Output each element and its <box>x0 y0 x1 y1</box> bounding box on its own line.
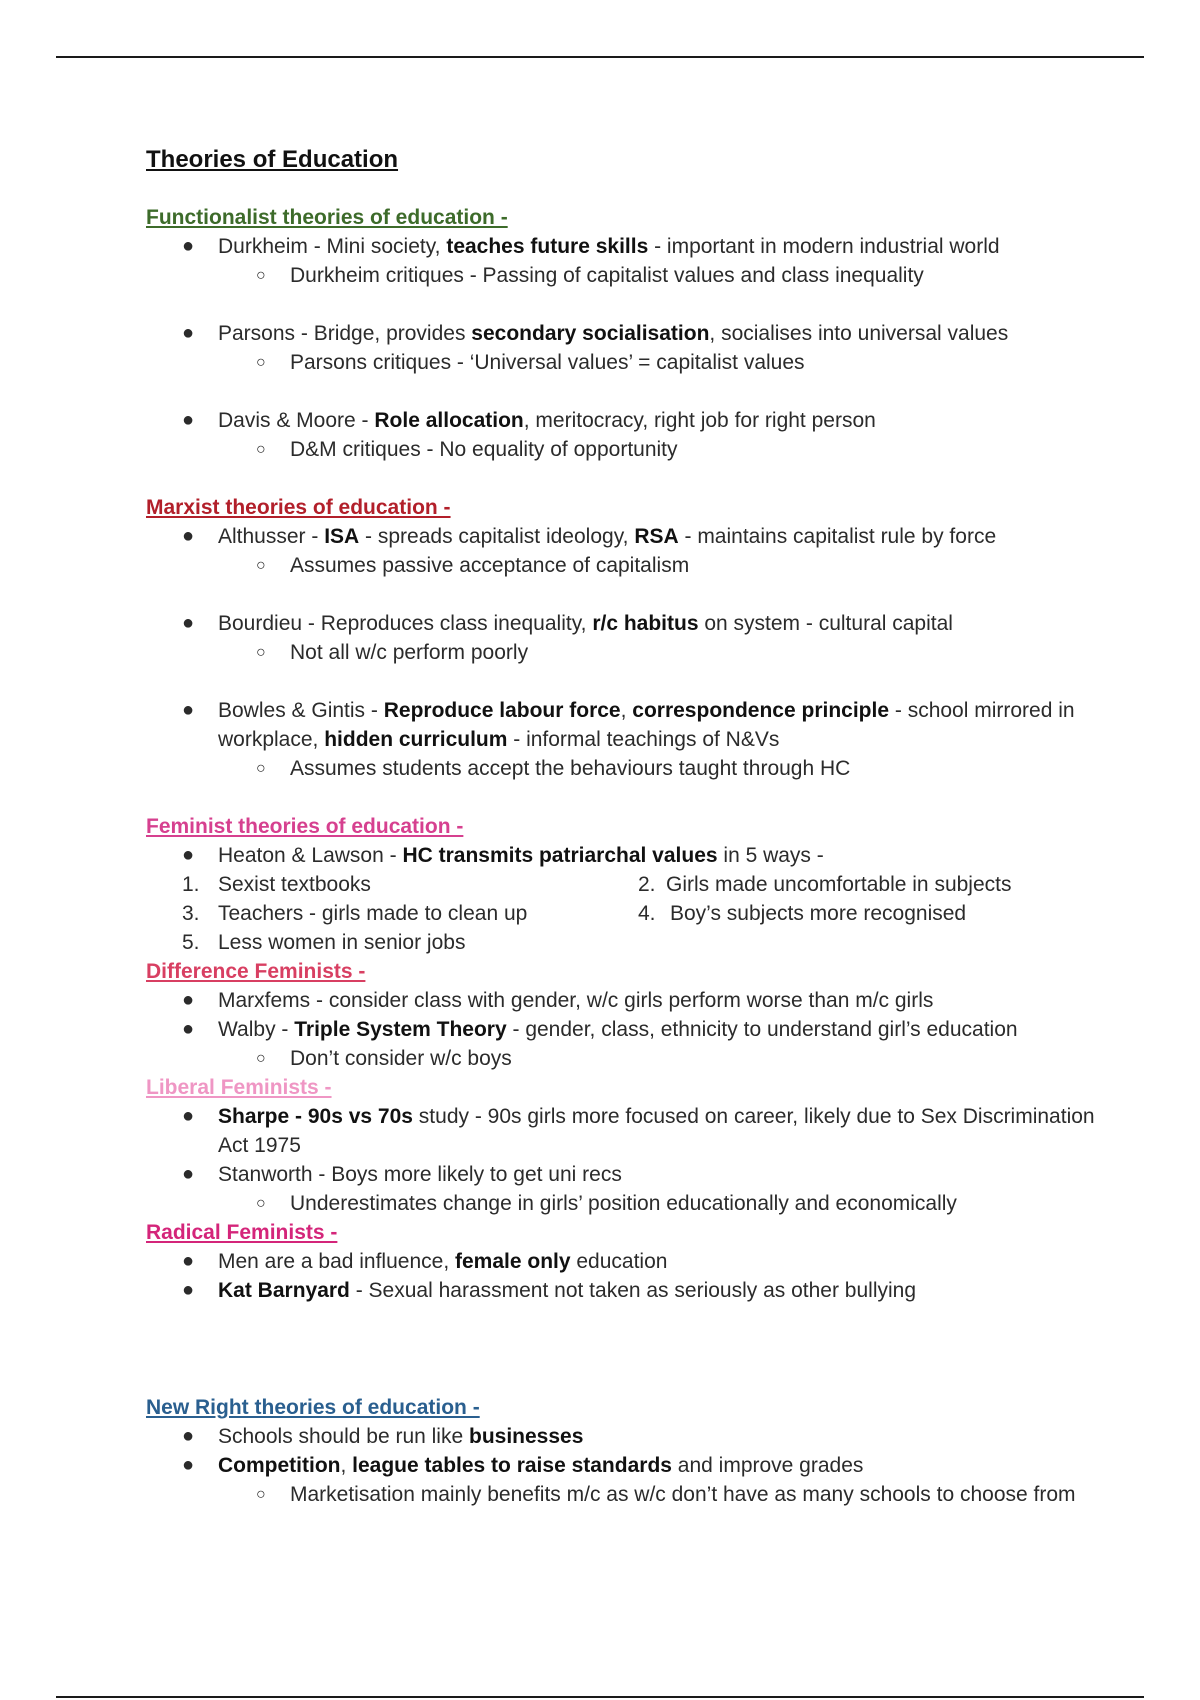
number: 4. <box>638 902 656 925</box>
list-item-men-bad-influence <box>146 1247 1106 1276</box>
text: Marketisation mainly benefits m/c as w/c don’t have as many schools to choose from <box>290 1483 1076 1506</box>
page-title: Theories of Education <box>146 146 399 173</box>
text: Althusser - <box>218 525 325 548</box>
circle-bullet-icon: ○ <box>256 1050 266 1067</box>
text: Bowles & Gintis - <box>218 699 384 722</box>
sub-item-durkheim-critique <box>146 261 1106 290</box>
list-item-marxfems <box>146 986 1106 1015</box>
bullet-icon: ● <box>182 699 195 721</box>
text: Don’t consider w/c boys <box>290 1047 512 1070</box>
number: 1. <box>182 873 200 896</box>
text: - spreads capitalist ideology, <box>359 525 635 548</box>
sub-item-davis-critique <box>146 435 1106 464</box>
list-item-bowles-gintis <box>146 696 1106 754</box>
sub-item-bourdieu-critique <box>146 638 1106 667</box>
text: Schools should be run like <box>218 1425 469 1448</box>
bold-text: RSA <box>634 525 679 548</box>
text: Girls made uncomfortable in subjects <box>666 873 1012 896</box>
text: , socialises into universal values <box>709 322 1009 345</box>
bullet-icon: ● <box>182 1454 195 1476</box>
sub-item-stanworth-critique <box>146 1189 1106 1218</box>
text: - gender, class, ethnicity to understand girl’s education <box>506 1018 1018 1041</box>
bold-text: Sharpe - 90s vs 70s <box>218 1105 413 1128</box>
bold-text: Kat Barnyard <box>218 1279 350 1302</box>
bold-text: Competition <box>218 1454 341 1477</box>
sub-item-marketisation-critique <box>146 1480 1106 1509</box>
difference-feminists-heading: Difference Feminists - <box>146 960 366 983</box>
text: on system - cultural capital <box>698 612 953 635</box>
numbered-row <box>146 899 1106 928</box>
text: Assumes passive acceptance of capitalism <box>290 554 690 577</box>
text: Durkheim - Mini society, <box>218 235 447 258</box>
text: - school mirrored in workplace, <box>218 699 1075 751</box>
numbered-row <box>146 870 1106 899</box>
number: 5. <box>182 931 200 954</box>
list-item-bourdieu <box>146 609 1106 638</box>
text: study - 90s girls more focused on career, likely due to Sex Discrimination Act 1975 <box>218 1105 1095 1157</box>
radical-feminists-heading: Radical Feminists - <box>146 1221 338 1244</box>
circle-bullet-icon: ○ <box>256 1486 266 1503</box>
bullet-icon: ● <box>182 1163 195 1185</box>
text: Walby - <box>218 1018 295 1041</box>
bold-text: correspondence principle <box>632 699 890 722</box>
sub-item-bowles-critique <box>146 754 1106 783</box>
text: D&M critiques - No equality of opportunity <box>290 438 678 461</box>
numbered-item <box>146 899 638 928</box>
bullet-icon: ● <box>182 1425 195 1447</box>
bold-text: ISA <box>324 525 360 548</box>
text: Heaton & Lawson - <box>218 844 403 867</box>
numbered-item <box>638 870 1082 899</box>
list-item-walby <box>146 1015 1106 1044</box>
list-item-competition <box>146 1451 1106 1480</box>
list-item-stanworth <box>146 1160 1106 1189</box>
text: Parsons - Bridge, provides <box>218 322 472 345</box>
list-item-kat-barnyard <box>146 1276 1106 1305</box>
list-item-althusser <box>146 522 1106 551</box>
bold-text: secondary socialisation <box>471 322 710 345</box>
bullet-icon: ● <box>182 235 195 257</box>
circle-bullet-icon: ○ <box>256 267 266 284</box>
new-right-heading: New Right theories of education - <box>146 1396 480 1419</box>
sub-item-parsons-critique <box>146 348 1106 377</box>
text: - maintains capitalist rule by force <box>678 525 997 548</box>
text: Boy’s subjects more recognised <box>670 902 967 925</box>
bullet-icon: ● <box>182 1105 195 1127</box>
bold-text: league tables to raise standards <box>352 1454 672 1477</box>
number: 3. <box>182 902 200 925</box>
number: 2. <box>638 873 656 896</box>
feminist-heading: Feminist theories of education - <box>146 815 464 838</box>
text: Men are a bad influence, <box>218 1250 455 1273</box>
circle-bullet-icon: ○ <box>256 441 266 458</box>
bold-text: hidden curriculum <box>324 728 508 751</box>
functionalist-heading: Functionalist theories of education - <box>146 206 508 229</box>
text: - important in modern industrial world <box>648 235 1000 258</box>
text: Assumes students accept the behaviours taught through HC <box>290 757 851 780</box>
bullet-icon: ● <box>182 989 195 1011</box>
text: Not all w/c perform poorly <box>290 641 529 664</box>
circle-bullet-icon: ○ <box>256 1195 266 1212</box>
list-item-heaton-lawson <box>146 841 1106 870</box>
circle-bullet-icon: ○ <box>256 644 266 661</box>
text: in 5 ways - <box>717 844 824 867</box>
text: Teachers - girls made to clean up <box>218 902 528 925</box>
list-item-sharpe <box>146 1102 1106 1160</box>
text: Sexist textbooks <box>218 873 371 896</box>
bottom-rule <box>56 1696 1144 1698</box>
text: , <box>620 699 633 722</box>
bold-text: teaches future skills <box>446 235 649 258</box>
list-item-businesses <box>146 1422 1106 1451</box>
text: - Sexual harassment not taken as seriously as other bullying <box>349 1279 917 1302</box>
bullet-icon: ● <box>182 612 195 634</box>
bold-text: r/c habitus <box>592 612 699 635</box>
bullet-icon: ● <box>182 1018 195 1040</box>
list-item-durkheim <box>146 232 1106 261</box>
sub-item-walby-critique <box>146 1044 1106 1073</box>
text: Parsons critiques - ‘Universal values’ = capitalist values <box>290 351 805 374</box>
bullet-icon: ● <box>182 1250 195 1272</box>
bold-text: Triple System Theory <box>294 1018 507 1041</box>
text: Marxfems - consider class with gender, w/c girls perform worse than m/c girls <box>218 989 934 1012</box>
text: , meritocracy, right job for right person <box>523 409 876 432</box>
bold-text: businesses <box>469 1425 584 1448</box>
numbered-item <box>638 899 1082 928</box>
circle-bullet-icon: ○ <box>256 557 266 574</box>
text: and improve grades <box>671 1454 864 1477</box>
bullet-icon: ● <box>182 1279 195 1301</box>
circle-bullet-icon: ○ <box>256 760 266 777</box>
top-rule <box>56 56 1144 58</box>
text: Stanworth - Boys more likely to get uni recs <box>218 1163 622 1186</box>
numbered-item <box>146 870 638 899</box>
bold-text: Role allocation <box>374 409 524 432</box>
sub-item-althusser-critique <box>146 551 1106 580</box>
bold-text: female only <box>455 1250 571 1273</box>
document-body <box>146 145 1106 1509</box>
text: , <box>340 1454 353 1477</box>
numbered-item <box>146 928 638 957</box>
text: education <box>570 1250 668 1273</box>
text: Bourdieu - Reproduces class inequality, <box>218 612 593 635</box>
list-item-davis-moore <box>146 406 1106 435</box>
text: Less women in senior jobs <box>218 931 466 954</box>
numbered-row <box>146 928 1106 957</box>
marxist-heading: Marxist theories of education - <box>146 496 451 519</box>
bullet-icon: ● <box>182 409 195 431</box>
list-item-parsons <box>146 319 1106 348</box>
circle-bullet-icon: ○ <box>256 354 266 371</box>
liberal-feminists-heading: Liberal Feminists - <box>146 1076 332 1099</box>
text: - informal teachings of N&Vs <box>507 728 780 751</box>
text: Durkheim critiques - Passing of capitalist values and class inequality <box>290 264 924 287</box>
bold-text: Reproduce labour force <box>383 699 621 722</box>
bullet-icon: ● <box>182 525 195 547</box>
bold-text: HC transmits patriarchal values <box>402 844 718 867</box>
bullet-icon: ● <box>182 322 195 344</box>
text: Underestimates change in girls’ position educationally and economically <box>290 1192 957 1215</box>
bullet-icon: ● <box>182 844 195 866</box>
text: Davis & Moore - <box>218 409 375 432</box>
